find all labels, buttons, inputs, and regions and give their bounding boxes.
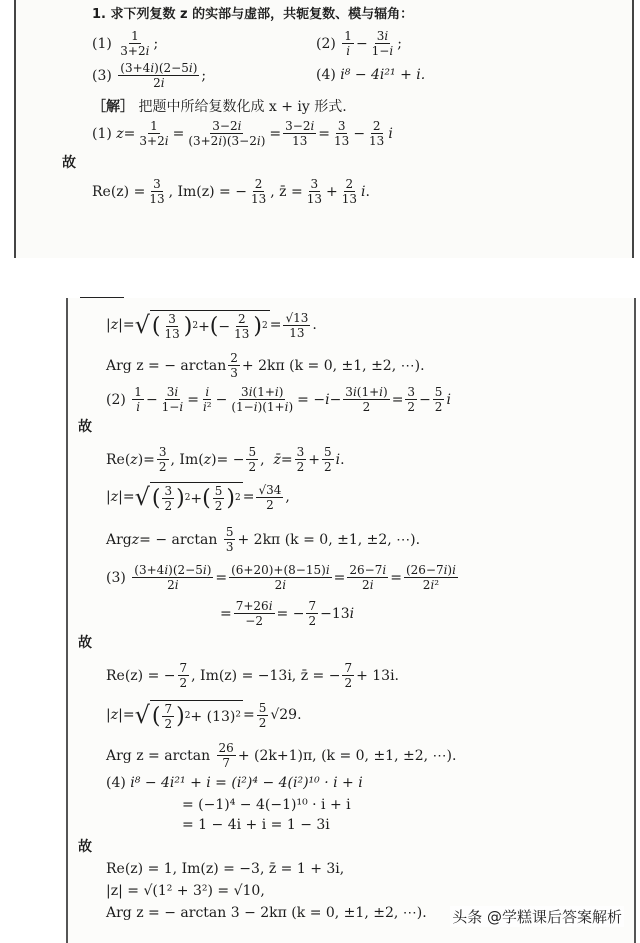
- part4-results: Re(z) = 1, Im(z) = −3, z̄ = 1 + 3i,: [106, 861, 345, 877]
- part4-line2: = (−1)⁴ − 4(−1)¹⁰ · i + i: [182, 797, 351, 813]
- item-2: (2) $\frac{1}{i}$ − $\frac{3i}{1-i}$ ;: [316, 29, 402, 58]
- part4-modulus: |z| = √(1² + 3²) = √10,: [106, 883, 265, 899]
- item-3: (3) $\frac{(3+4i)(2-5i)}{2i}$ ;: [92, 61, 207, 90]
- part3-modulus: | z |= √ ( $\frac{7}{2}$ ) 2 + (13)² = $\frac{5}{2}$ √29.: [106, 700, 302, 731]
- watermark: 头条 @学糕课后答案解析: [452, 908, 622, 926]
- part3-results: Re(z) = − $\frac{7}{2}$ , Im(z) = −13i, z̄ = − $\frac{7}{2}$ + 13i.: [106, 661, 400, 690]
- fraction: $\frac{1}{3+2i}$: [120, 29, 150, 58]
- part3-derivation-2: = $\frac{7+26i}{-2}$ = − $\frac{7}{2}$ −13 i: [220, 599, 355, 628]
- item-4: (4) i⁸ − 4i²¹ + i.: [316, 67, 426, 83]
- part1-results: Re(z) = $\frac{3}{13}$ , Im(z) = − $\frac{2}{13}$ , z̄ = $\frac{3}{13}$ + $\frac{2}{13}$ i .: [92, 177, 370, 206]
- problem-text: 求下列复数 z 的实部与虚部，共轭复数、模与辐角：: [110, 7, 414, 22]
- part1-derivation: (1) z = $\frac{1}{3+2i}$ = $\frac{3-2i}{(3+2i)(3-2i)}$ = $\frac{3-2i}{13}$ = $\frac{3}{13}$ − $\frac{2}{13}$ i: [92, 119, 393, 148]
- part2-modulus: | z |= √ ( $\frac{3}{2}$ ) 2 + ( $\frac{5}{2}$ ) 2 = $\frac{√34}{2}$ ,: [106, 482, 290, 513]
- part3-derivation: (3) $\frac{(3+4i)(2-5i)}{2i}$ = $\frac{(6+20)+(8-15)i}{2i}$ = $\frac{26-7i}{2i}$ = $\frac{(26-7i)i}{\text{2i²}}$: [106, 563, 456, 592]
- page-gap: [0, 258, 640, 298]
- problem-statement: [92, 8, 413, 21]
- solution-intro: ［解］ 把题中所给复数化成 x + iy 形式.: [92, 99, 347, 115]
- divider-line: [80, 297, 124, 298]
- part4-line3: = 1 − 4i + i = 1 − 3i: [182, 817, 330, 833]
- solution-head: ［解］: [92, 99, 134, 115]
- part1-argument: Arg z = − arctan $\frac{2}{3}$ + 2kπ (k = 0, ±1, ±2, ⋯).: [106, 351, 425, 380]
- part1-modulus: | z |= √ ( $\frac{3}{13}$ ) 2 + ( − $\frac{2}{13}$ ) 2 = $\frac{√13}{13}$ .: [106, 310, 317, 341]
- gu-label: 故: [62, 155, 76, 171]
- part2-results: Re( z )= $\frac{3}{2}$ , Im( z )= − $\frac{5}{2}$ , z̄ = $\frac{3}{2}$ + $\frac{5}{2}$ i .: [106, 445, 345, 474]
- item-1: (1) $\frac{1}{3+2i}$ ;: [92, 29, 159, 58]
- part4-argument: Arg z = − arctan 3 − 2kπ (k = 0, ±1, ±2, ⋯).: [106, 905, 427, 921]
- problem-number: 1.: [92, 7, 106, 22]
- part2-derivation: (2) $\frac{1}{i}$ − $\frac{3i}{1-i}$ = $\frac{i}{\text{i²}}$ − $\frac{3i(1+i)}{(1-i)(1+i)}$ = − i − $\frac{3i(1+i)}{2}$ = $\frac{3}{2}$ − $\frac{5}{2}$ i: [106, 385, 451, 414]
- part2-argument: Arg z = − arctan $\frac{5}{3}$ + 2kπ (k = 0, ±1, ±2, ⋯).: [106, 525, 421, 554]
- part3-argument: Arg z = arctan $\frac{26}{7}$ + (2k+1)π, (k = 0, ±1, ±2, ⋯).: [106, 741, 457, 770]
- part4-line1: (4) i⁸ − 4i²¹ + i = (i²)⁴ − 4(i²)¹⁰ · i + i: [106, 775, 363, 791]
